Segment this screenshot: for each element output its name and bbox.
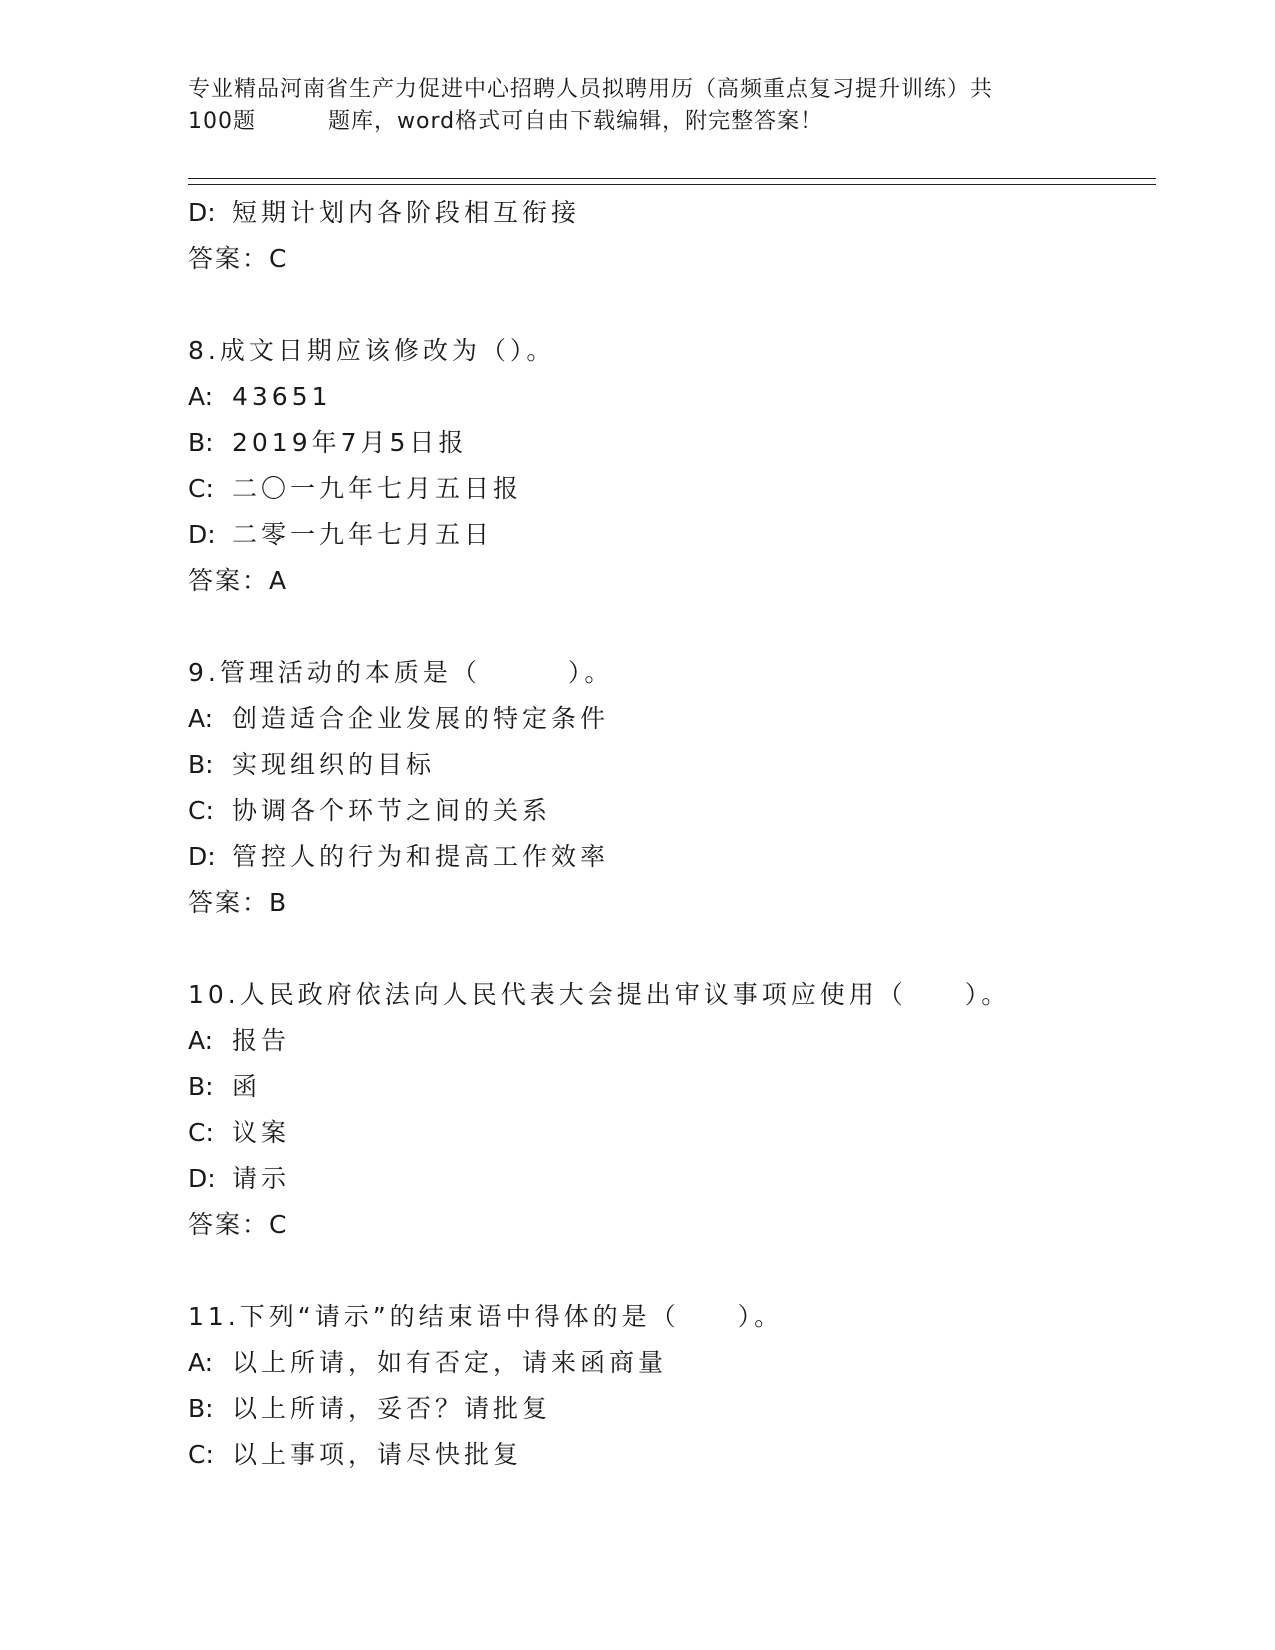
option-label: B:	[188, 1394, 214, 1423]
option-text: 管控人的行为和提高工作效率	[232, 842, 610, 871]
header-divider-bottom	[188, 184, 1156, 185]
document-header	[188, 74, 1068, 138]
option-text: 函	[232, 1072, 262, 1101]
option-label: A:	[188, 1026, 214, 1055]
question-text: 11.下列“请示”的结束语中得体的是（ ）。	[188, 1302, 784, 1331]
answer-line: 答案：C	[188, 1210, 289, 1239]
option-label: C:	[188, 1440, 214, 1469]
option-c	[188, 1110, 1156, 1156]
option-label: A:	[188, 1348, 214, 1377]
question-text: 10.人民政府依法向人民代表大会提出审议事项应使用（ ）。	[188, 980, 1011, 1009]
question-block	[188, 1294, 1156, 1478]
header-question-count: 100题	[188, 109, 256, 134]
option-label: C:	[188, 1118, 214, 1147]
option-text: 以上所请，妥否？请批复	[232, 1394, 552, 1423]
header-line-2	[188, 106, 1068, 138]
option-b	[188, 1064, 1156, 1110]
question-text: 8.成文日期应该修改为（）。	[188, 336, 556, 365]
option-label: C:	[188, 796, 214, 825]
option-text: 以上事项，请尽快批复	[232, 1440, 523, 1469]
option-label: D:	[188, 198, 216, 227]
option-d	[188, 834, 1156, 880]
question-block	[188, 328, 1156, 604]
option-label: B:	[188, 750, 214, 779]
option-text: 创造适合企业发展的特定条件	[232, 704, 610, 733]
answer-line: 答案：B	[188, 888, 289, 917]
header-divider-top	[188, 178, 1156, 179]
question-text: 9.管理活动的本质是（ ）。	[188, 658, 614, 687]
option-text: 43651	[232, 382, 332, 411]
option-text: 协调各个环节之间的关系	[232, 796, 552, 825]
question-block	[188, 972, 1156, 1248]
option-c	[188, 788, 1156, 834]
option-c	[188, 466, 1156, 512]
option-text: 请示	[232, 1164, 291, 1193]
option-label: D:	[188, 520, 216, 549]
option-label: D:	[188, 842, 216, 871]
question-list	[188, 190, 1156, 1478]
option-text: 2019年7月5日报	[232, 428, 468, 457]
question-block	[188, 190, 1156, 282]
option-label: A:	[188, 382, 214, 411]
option-c	[188, 1432, 1156, 1478]
option-text: 实现组织的目标	[232, 750, 436, 779]
option-text: 议案	[232, 1118, 291, 1147]
option-a	[188, 1340, 1156, 1386]
option-text: 短期计划内各阶段相互衔接	[232, 198, 581, 227]
option-text: 报告	[232, 1026, 291, 1055]
option-label: D:	[188, 1164, 216, 1193]
header-description: 题库，word格式可自由下载编辑，附完整答案！	[328, 109, 824, 134]
option-b	[188, 1386, 1156, 1432]
header-line-1: 专业精品河南省生产力促进中心招聘人员拟聘用历（高频重点复习提升训练）共	[188, 77, 994, 102]
answer-line: 答案：A	[188, 566, 289, 595]
option-b	[188, 742, 1156, 788]
option-b	[188, 420, 1156, 466]
option-text: 二〇一九年七月五日报	[232, 474, 523, 503]
option-d	[188, 190, 1156, 236]
option-a	[188, 374, 1156, 420]
option-label: B:	[188, 1072, 214, 1101]
option-a	[188, 696, 1156, 742]
option-a	[188, 1018, 1156, 1064]
option-text: 以上所请，如有否定，请来函商量	[232, 1348, 668, 1377]
option-label: B:	[188, 428, 214, 457]
option-d	[188, 512, 1156, 558]
answer-line: 答案：C	[188, 244, 289, 273]
option-label: A:	[188, 704, 214, 733]
option-label: C:	[188, 474, 214, 503]
question-block	[188, 650, 1156, 926]
option-d	[188, 1156, 1156, 1202]
option-text: 二零一九年七月五日	[232, 520, 494, 549]
